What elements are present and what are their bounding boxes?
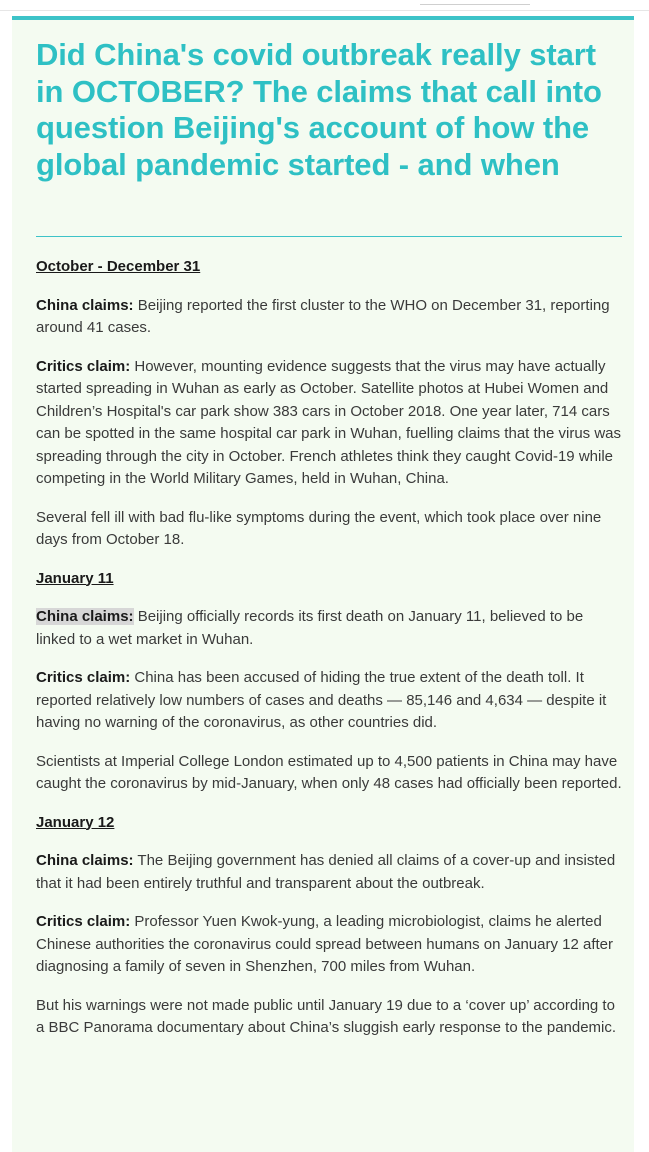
critics-claim-paragraph	[36, 667, 622, 735]
critics-claim-paragraph	[36, 356, 622, 491]
date-heading: October - December 31	[36, 258, 201, 275]
china-claims-paragraph	[36, 850, 622, 895]
china-claims-label: China claims:	[36, 608, 134, 625]
top-fragment	[420, 0, 530, 5]
headline: Did China's covid outbreak really start in OCTOBER? The claims that call into question Beijing's account of how the global pandemic started - and when	[36, 37, 602, 182]
date-heading: January 11	[36, 569, 114, 587]
date-heading: January 12	[36, 813, 115, 831]
critics-claim-text: China has been accused of hiding the true extent of the death toll. It reported relatively low numbers of cases and deaths — 85,146 and 4,634 — despite it having no warning of the coronavirus, as other countries did.	[36, 669, 607, 731]
fact-box-content	[36, 256, 622, 1040]
critics-claim-label: Critics claim:	[36, 913, 131, 930]
critics-claim-label: Critics claim:	[36, 357, 131, 375]
critics-claim-paragraph	[36, 911, 622, 979]
divider	[36, 236, 622, 237]
browser-top-strip	[0, 0, 649, 11]
critics-claim-text: Professor Yuen Kwok-yung, a leading microbiologist, claims he alerted Chinese authorities the coronavirus could spread between humans on January 12 after diagnosing a family of seven in Shenzhen, 700 miles from Wuhan.	[36, 913, 614, 975]
china-claims-paragraph	[36, 606, 622, 651]
critics-claim-text: However, mounting evidence suggests that the virus may have actually started spreading in Wuhan as early as October. Satellite photos at Hubei Women and Children’s Hospital's car park show 383 cars in October 2018. One year later, 714 cars can be spotted in the same hospital car park in Wuhan, fuelling claims that the virus was spreading through the city in October. French athletes think they caught Covid-19 while competing in the World Military Games, held in Wuhan, China.	[36, 357, 622, 487]
extra-paragraph: Scientists at Imperial College London estimated up to 4,500 patients in China may have caught the coronavirus by mid-January, when only 48 cases had officially been reported.	[36, 752, 622, 792]
fact-box	[12, 16, 634, 1152]
china-claims-label: China claims:	[36, 296, 134, 314]
section-date	[36, 256, 622, 279]
extra-paragraph: Several fell ill with bad flu-like symptoms during the event, which took place over nine days from October 18.	[36, 508, 602, 548]
china-claims-text: Beijing officially records its first death on January 11, believed to be linked to a wet market in Wuhan.	[36, 608, 584, 648]
china-claims-paragraph	[36, 295, 622, 340]
china-claims-text: Beijing reported the first cluster to the WHO on December 31, reporting around 41 cases.	[36, 296, 610, 336]
critics-claim-label: Critics claim:	[36, 669, 131, 686]
extra-paragraph: But his warnings were not made public until January 19 due to a ‘cover up’ according to a BBC Panorama documentary about China’s sluggish early response to the pandemic.	[36, 996, 617, 1036]
section-date	[36, 568, 622, 591]
china-claims-text: The Beijing government has denied all claims of a cover-up and insisted that it had been entirely truthful and transparent about the outbreak.	[36, 852, 616, 892]
china-claims-label: China claims:	[36, 852, 134, 869]
section-date	[36, 812, 622, 835]
